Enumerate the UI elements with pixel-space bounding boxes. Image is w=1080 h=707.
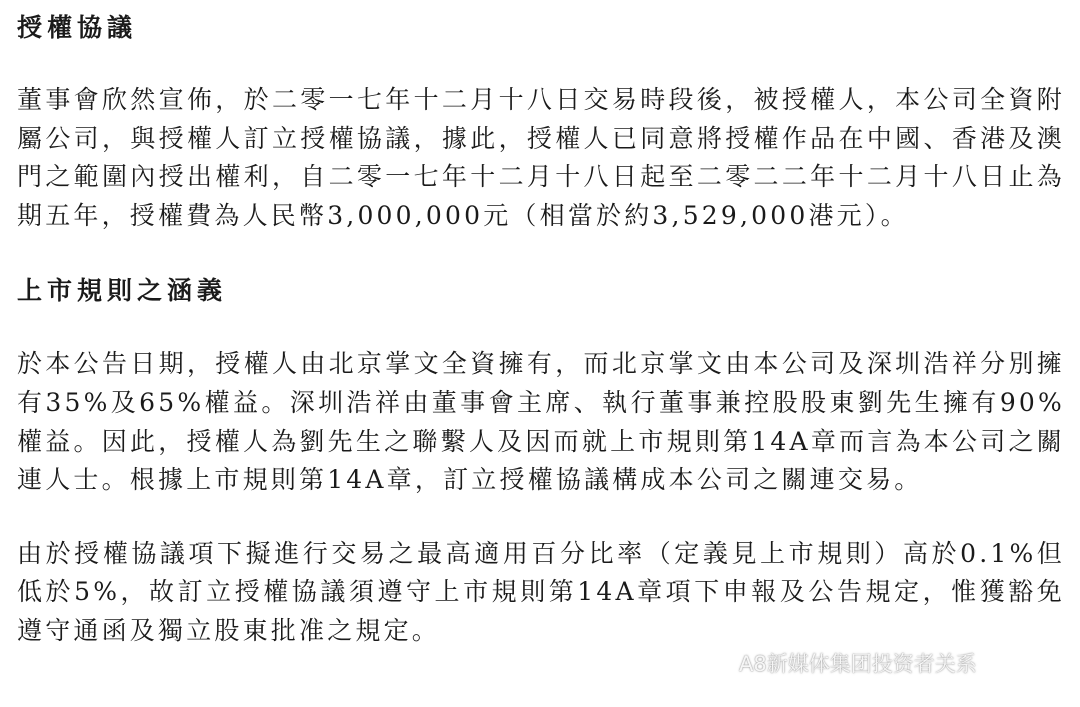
license-agreement-paragraph: 董事會欣然宣佈，於二零一七年十二月十八日交易時段後，被授權人，本公司全資附屬公司，與授權人訂立授權協議，據此，授權人已同意將授權作品在中國、香港及澳門之範圍內授出權利，自二零一七年十二月十八日起至二零二二年十二月十八日止為期五年，授權費為人民幣3,000,000元（相當於約3,529,000港元）。 (17, 85, 1065, 230)
watermark (697, 648, 977, 678)
wechat-icon (697, 650, 733, 676)
connected-person-paragraph: 於本公告日期，授權人由北京掌文全資擁有，而北京掌文由本公司及深圳浩祥分別擁有35%及65%權益。深圳浩祥由董事會主席、執行董事兼控股股東劉先生擁有90%權益。因此，授權人為劉先生之聯繫人及因而就上市規則第14A章而言為本公司之關連人士。根據上市規則第14A章，訂立授權協議構成本公司之關連交易。 (17, 349, 1065, 495)
section-heading-listing-rules-implications: 上市規則之涵義 (17, 276, 228, 306)
section-heading-license-agreement: 授權協議 (17, 13, 138, 42)
exemption-paragraph: 由於授權協議項下擬進行交易之最高適用百分比率（定義見上市規則）高於0.1%但低於5%，故訂立授權協議須遵守上市規則第14A章項下申報及公告規定，惟獲豁免遵守通函及獨立股東批准之規定。 (17, 538, 1065, 645)
announcement-document (17, 8, 1065, 651)
watermark-text: A8新媒体集团投资者关系 (739, 652, 977, 676)
